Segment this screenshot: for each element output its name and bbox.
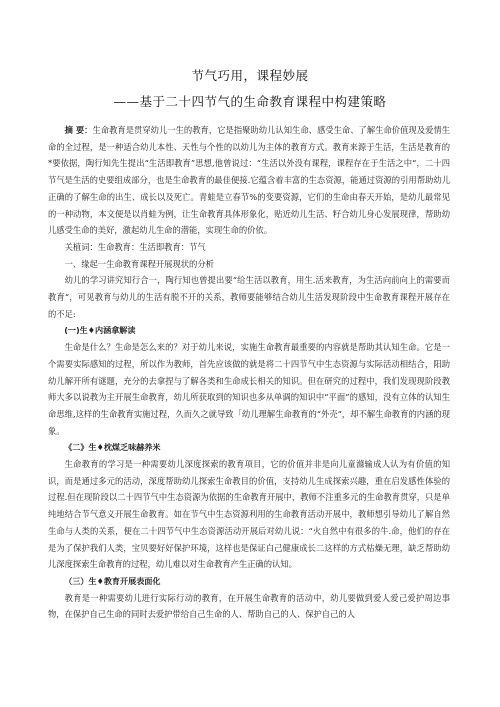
keywords-line: 关植词：生命教育：生活即教育：节气 [64, 241, 206, 252]
subsection-3-paragraph: 教育是一种需要幼儿进行实际行动的教育，在开展生命教育的活动中，幼儿要做到爱人爱己爱护周边事物，在保护自己生命的同时去爱护带给自己生命的人、帮助自己的人、保护自己的人 [48, 592, 450, 620]
document-body [48, 122, 450, 623]
abstract-text: 生命教育是贯穿幼儿一生的教育，它是指聚助幼儿认知生命、感受生命、了解生命价值现及爱情生命的全过程，是一种适合幼儿本性、天性与个性的以幼儿为主体的教育方式。教育来源于生活，生活是教育的*要依据，陶行知先生提出“生活即教育”思想,他曾说过：“生活以外没有课程，课程存在于生活之中“，二十四节气是生活的史要组成部分，也是生命教育的最佳便接.它蕴含着丰富的生态资源，能通过资源的引用帮助幼儿正确的了解生命的出生、成长以及死亡。青蛙是立春节%的变要资源，它们的生命由春天开始，是幼儿最常见的一种动物，本文便是以肖蛙为例，让生命教育具体形象化，贴近幼儿生活、籽合幼儿身心发展现律，帮助幼儿感受生命的美好，激起幼儿生命的潜能，实现生命的价依。 [48, 125, 450, 236]
subsection-heading-3: （三）生♦教育开展表面化 [64, 575, 161, 586]
document-subtitle: ——基于二十四节气的生命教育课程中构建策略 [113, 94, 387, 109]
section-1-paragraph: 幼儿的学习讲究知行合一，陶行知也曾提出要“给生活以教育，用生.活来教育，为生活向前向上的需要而教育“，可见教育与幼儿的生活有脱不开的关系，教师要能够结合幼儿生活发现阶段中生命教育课程开展存在的不足: [48, 275, 450, 319]
document-title: 节气巧用，课程妙展 [191, 68, 309, 83]
subsection-heading-1: (一)生♦内涵拿解读 [64, 325, 136, 336]
subsection-1-paragraph: 生命是什么？生命是怎么来的？对于幼儿来说，实施生命教育最重要的内容就是帮助其认知生命。它是一个需要实际感知的过程，所以作为教师，首先应该做的就是将二十四节气中生态资源与实际活动相结合，阳助幼儿解开所有谜题，充分的去拿捏与了解各类和生命成长相关的知识。但在研究的过程中，我们发现现阶段教师大多以说教为主开展生命教育，幼儿所获取到的知识也多从单调的知识中“平面”的感知，没有立体的认知生命思维,这样的生命教育实施过程，久而久之就导致「幼儿理解生命教育的“外壳“，却不解生命教育的内涵的现象。 [48, 342, 450, 436]
abstract-paragraph [48, 122, 450, 239]
subsection-2-paragraph: 生命教育的学习是一种需要幼儿深度探索的教育项目，它的价值并非是向儿童滌输成人认为有价值的知识，而是通过多元的活动，深度帮助幼儿探索生命教目的价值，支持幼儿生成探索兴趣，重在启发感性体验的过程.但在现阶段以二十四节气中生态资源为依据的生命教育开展中，教师不注重多元的生命教育贯穿，只是单纯地结合节气意义开展生命教育。如在节气中生态资源利用的生命教育活动开展中，教师想引导幼儿了解自然生命与人类的关系，便在二十四节气中生态资源活动开展后对幼儿说：“火自然中有很多的牛.命，他们的存在是为了保护我们人类，宝贝要好好保护环境，这样也是保证白己健康成长二这样的方式枯燥无理，缺乏帮助幼儿深度探索生命教育的过程，幼儿难以对生命教育产生正确的认知。 [48, 459, 450, 570]
abstract-label: 摘 要： [64, 125, 93, 135]
subsection-heading-2: 《二》生♦枕煤乏味赫养米 [64, 442, 161, 453]
section-heading-1: 一、缘起一生命教育课程开展现状的分析 [64, 258, 214, 269]
